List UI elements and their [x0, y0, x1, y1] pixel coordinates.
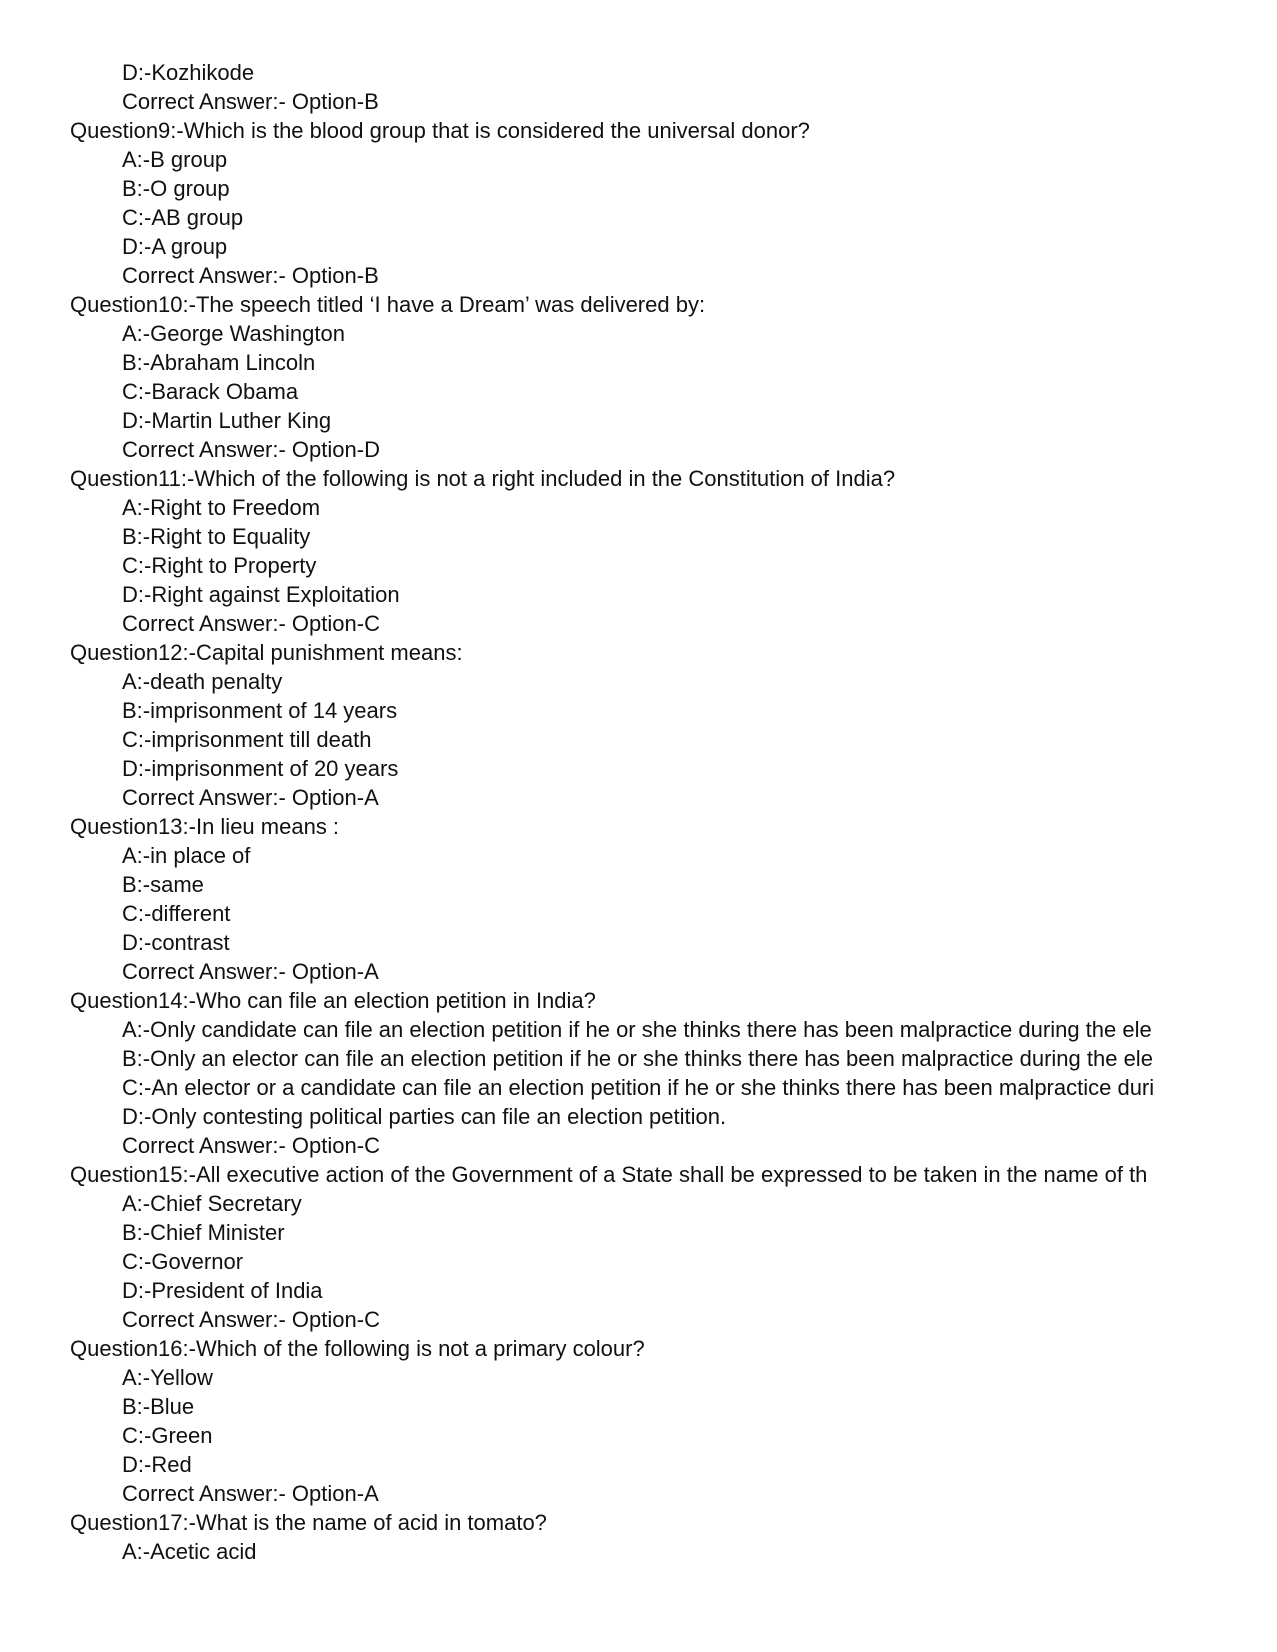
question-text: Question14:-Who can file an election petition in India? — [70, 988, 596, 1013]
answer-option: A:-death penalty — [122, 669, 283, 694]
answer-option: B:-Right to Equality — [122, 524, 311, 549]
answer-option: D:-imprisonment of 20 years — [122, 756, 399, 781]
answer-option: A:-Chief Secretary — [122, 1191, 302, 1216]
answer-option: D:-Red — [122, 1452, 192, 1477]
answer-option: A:-in place of — [122, 843, 251, 868]
answer-option: D:-Only contesting political parties can file an election petition. — [122, 1104, 727, 1129]
question-text: Question17:-What is the name of acid in tomato? — [70, 1510, 547, 1535]
answer-option: B:-Only an elector can file an election petition if he or she thinks there has been malpractice during the ele — [122, 1046, 1153, 1071]
answer-option: B:-same — [122, 872, 204, 897]
answer-option: C:-AB group — [122, 205, 244, 230]
correct-answer: Correct Answer:- Option-B — [122, 263, 379, 288]
answer-option: B:-imprisonment of 14 years — [122, 698, 398, 723]
answer-option: C:-imprisonment till death — [122, 727, 372, 752]
answer-option: B:-Chief Minister — [122, 1220, 285, 1245]
answer-option: A:-Only candidate can file an election petition if he or she thinks there has been malpractice during the ele — [122, 1017, 1152, 1042]
answer-option: D:-contrast — [122, 930, 230, 955]
answer-option: D:-Right against Exploitation — [122, 582, 400, 607]
answer-option: C:-An elector or a candidate can file an election petition if he or she thinks there has been malpractice duri — [122, 1075, 1155, 1100]
question-text: Question9:-Which is the blood group that is considered the universal donor? — [70, 118, 810, 143]
answer-option: A:-B group — [122, 147, 228, 172]
question-list — [70, 58, 1212, 1566]
answer-option: A:-Acetic acid — [122, 1539, 257, 1564]
correct-answer: Correct Answer:- Option-A — [122, 1481, 379, 1506]
answer-option: A:-George Washington — [122, 321, 345, 346]
answer-option: D:-Kozhikode — [122, 60, 255, 85]
correct-answer: Correct Answer:- Option-A — [122, 785, 379, 810]
answer-option: C:-Right to Property — [122, 553, 317, 578]
question-text: Question16:-Which of the following is not a primary colour? — [70, 1336, 645, 1361]
answer-option: D:-President of India — [122, 1278, 323, 1303]
answer-option: C:-Barack Obama — [122, 379, 299, 404]
answer-option: B:-Blue — [122, 1394, 195, 1419]
correct-answer: Correct Answer:- Option-C — [122, 1307, 380, 1332]
answer-option: D:-Martin Luther King — [122, 408, 332, 433]
answer-option: A:-Yellow — [122, 1365, 213, 1390]
answer-option: B:-Abraham Lincoln — [122, 350, 316, 375]
answer-option: C:-Governor — [122, 1249, 244, 1274]
answer-option: C:-Green — [122, 1423, 213, 1448]
correct-answer: Correct Answer:- Option-D — [122, 437, 380, 462]
question-text: Question13:-In lieu means : — [70, 814, 340, 839]
question-text: Question12:-Capital punishment means: — [70, 640, 463, 665]
correct-answer: Correct Answer:- Option-C — [122, 1133, 380, 1158]
answer-option: A:-Right to Freedom — [122, 495, 321, 520]
answer-option: D:-A group — [122, 234, 228, 259]
answer-option: B:-O group — [122, 176, 230, 201]
correct-answer: Correct Answer:- Option-C — [122, 611, 380, 636]
correct-answer: Correct Answer:- Option-A — [122, 959, 379, 984]
question-text: Question15:-All executive action of the Government of a State shall be expressed to be taken in the name of th — [70, 1162, 1148, 1187]
question-text: Question11:-Which of the following is not a right included in the Constitution of India? — [70, 466, 896, 491]
answer-option: C:-different — [122, 901, 231, 926]
question-text: Question10:-The speech titled ‘I have a Dream’ was delivered by: — [70, 292, 706, 317]
correct-answer: Correct Answer:- Option-B — [122, 89, 379, 114]
